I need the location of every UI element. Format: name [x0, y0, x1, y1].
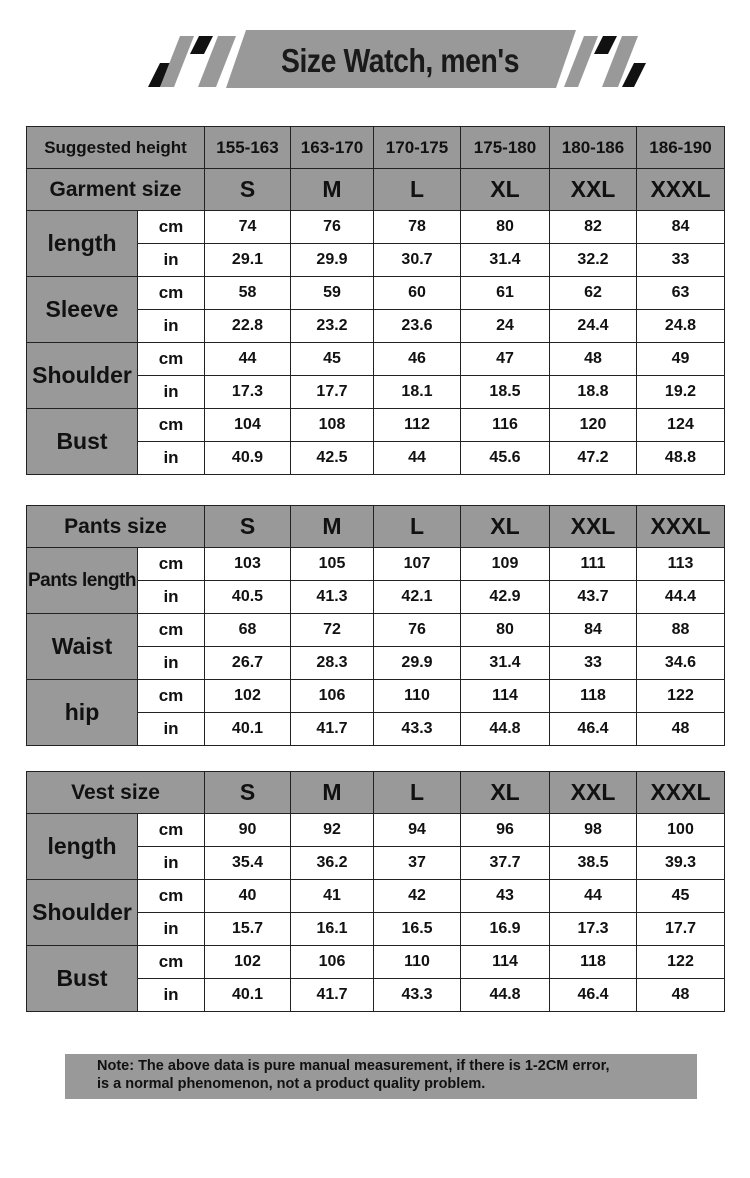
value-cell: 82	[550, 211, 637, 244]
value-cell: 23.6	[374, 310, 461, 343]
value-cell: 41.3	[291, 581, 374, 614]
value-cell: 116	[461, 409, 550, 442]
value-cell: 42	[374, 880, 461, 913]
value-cell: 40.5	[205, 581, 291, 614]
measurement-label: Sleeve	[27, 277, 138, 343]
value-cell: 49	[637, 343, 725, 376]
value-cell: 106	[291, 680, 374, 713]
size-header: XXXL	[637, 772, 725, 814]
value-cell: 47.2	[550, 442, 637, 475]
value-cell: 33	[637, 244, 725, 277]
value-cell: 16.1	[291, 913, 374, 946]
unit-cell: cm	[138, 211, 205, 244]
size-header: M	[291, 506, 374, 548]
size-header: M	[291, 169, 374, 211]
measurement-row-cm	[27, 614, 725, 647]
unit-cell: cm	[138, 814, 205, 847]
value-cell: 31.4	[461, 244, 550, 277]
value-cell: 84	[637, 211, 725, 244]
value-cell: 24.8	[637, 310, 725, 343]
height-cell: 186-190	[637, 127, 725, 169]
value-cell: 17.7	[291, 376, 374, 409]
measurement-row-cm	[27, 880, 725, 913]
value-cell: 17.7	[637, 913, 725, 946]
value-cell: 43.3	[374, 713, 461, 746]
value-cell: 88	[637, 614, 725, 647]
value-cell: 48	[550, 343, 637, 376]
value-cell: 110	[374, 680, 461, 713]
value-cell: 118	[550, 680, 637, 713]
value-cell: 48	[637, 979, 725, 1012]
value-cell: 36.2	[291, 847, 374, 880]
unit-cell: in	[138, 913, 205, 946]
unit-cell: in	[138, 847, 205, 880]
value-cell: 90	[205, 814, 291, 847]
height-cell: 175-180	[461, 127, 550, 169]
value-cell: 29.1	[205, 244, 291, 277]
measurement-row-cm	[27, 211, 725, 244]
unit-cell: in	[138, 581, 205, 614]
value-cell: 43.3	[374, 979, 461, 1012]
value-cell: 44	[205, 343, 291, 376]
value-cell: 78	[374, 211, 461, 244]
value-cell: 100	[637, 814, 725, 847]
measurement-note	[65, 1054, 697, 1099]
value-cell: 107	[374, 548, 461, 581]
size-header: M	[291, 772, 374, 814]
garment-size-table	[26, 126, 725, 475]
value-cell: 60	[374, 277, 461, 310]
value-cell: 124	[637, 409, 725, 442]
value-cell: 62	[550, 277, 637, 310]
vest-size-row	[27, 772, 725, 814]
unit-cell: cm	[138, 277, 205, 310]
value-cell: 122	[637, 680, 725, 713]
value-cell: 63	[637, 277, 725, 310]
measurement-row-cm	[27, 343, 725, 376]
height-cell: 170-175	[374, 127, 461, 169]
value-cell: 76	[291, 211, 374, 244]
value-cell: 18.1	[374, 376, 461, 409]
value-cell: 19.2	[637, 376, 725, 409]
value-cell: 40.1	[205, 979, 291, 1012]
value-cell: 16.9	[461, 913, 550, 946]
value-cell: 45	[637, 880, 725, 913]
value-cell: 30.7	[374, 244, 461, 277]
value-cell: 106	[291, 946, 374, 979]
value-cell: 96	[461, 814, 550, 847]
value-cell: 109	[461, 548, 550, 581]
unit-cell: in	[138, 647, 205, 680]
suggested-height-label: Suggested height	[27, 127, 205, 169]
size-header: XXL	[550, 506, 637, 548]
value-cell: 24	[461, 310, 550, 343]
value-cell: 17.3	[205, 376, 291, 409]
value-cell: 84	[550, 614, 637, 647]
value-cell: 59	[291, 277, 374, 310]
value-cell: 18.5	[461, 376, 550, 409]
vest-size-label: Vest size	[27, 772, 205, 814]
value-cell: 38.5	[550, 847, 637, 880]
measurement-row-cm	[27, 409, 725, 442]
measurement-row-cm	[27, 277, 725, 310]
measurement-label: Waist	[27, 614, 138, 680]
value-cell: 28.3	[291, 647, 374, 680]
value-cell: 44.8	[461, 713, 550, 746]
height-cell: 180-186	[550, 127, 637, 169]
value-cell: 92	[291, 814, 374, 847]
value-cell: 105	[291, 548, 374, 581]
value-cell: 18.8	[550, 376, 637, 409]
value-cell: 31.4	[461, 647, 550, 680]
size-header: S	[205, 169, 291, 211]
value-cell: 42.1	[374, 581, 461, 614]
value-cell: 74	[205, 211, 291, 244]
value-cell: 112	[374, 409, 461, 442]
size-header: XL	[461, 169, 550, 211]
value-cell: 111	[550, 548, 637, 581]
value-cell: 41.7	[291, 979, 374, 1012]
unit-cell: cm	[138, 409, 205, 442]
unit-cell: in	[138, 244, 205, 277]
value-cell: 114	[461, 946, 550, 979]
unit-cell: in	[138, 713, 205, 746]
garment-size-label: Garment size	[27, 169, 205, 211]
value-cell: 48.8	[637, 442, 725, 475]
value-cell: 17.3	[550, 913, 637, 946]
size-header: XXL	[550, 772, 637, 814]
value-cell: 37	[374, 847, 461, 880]
pants-size-row	[27, 506, 725, 548]
value-cell: 94	[374, 814, 461, 847]
unit-cell: in	[138, 376, 205, 409]
measurement-label: length	[27, 814, 138, 880]
height-cell: 163-170	[291, 127, 374, 169]
garment-size-row	[27, 169, 725, 211]
value-cell: 46.4	[550, 713, 637, 746]
value-cell: 72	[291, 614, 374, 647]
unit-cell: in	[138, 310, 205, 343]
size-header: L	[374, 506, 461, 548]
unit-cell: in	[138, 442, 205, 475]
size-header: XL	[461, 772, 550, 814]
value-cell: 68	[205, 614, 291, 647]
value-cell: 39.3	[637, 847, 725, 880]
value-cell: 47	[461, 343, 550, 376]
value-cell: 118	[550, 946, 637, 979]
value-cell: 33	[550, 647, 637, 680]
value-cell: 45	[291, 343, 374, 376]
value-cell: 16.5	[374, 913, 461, 946]
value-cell: 120	[550, 409, 637, 442]
value-cell: 32.2	[550, 244, 637, 277]
value-cell: 15.7	[205, 913, 291, 946]
size-header: L	[374, 169, 461, 211]
measurement-row-cm	[27, 946, 725, 979]
value-cell: 41	[291, 880, 374, 913]
size-header: XXXL	[637, 169, 725, 211]
measurement-row-cm	[27, 548, 725, 581]
value-cell: 98	[550, 814, 637, 847]
size-header: L	[374, 772, 461, 814]
value-cell: 48	[637, 713, 725, 746]
value-cell: 24.4	[550, 310, 637, 343]
value-cell: 42.9	[461, 581, 550, 614]
value-cell: 45.6	[461, 442, 550, 475]
vest-size-table	[26, 771, 725, 1012]
note-line-2: is a normal phenomenon, not a product quality problem.	[97, 1076, 486, 1092]
value-cell: 34.6	[637, 647, 725, 680]
unit-cell: in	[138, 979, 205, 1012]
measurement-label: hip	[27, 680, 138, 746]
page-title: Size Watch, men's	[280, 42, 520, 79]
value-cell: 46.4	[550, 979, 637, 1012]
value-cell: 35.4	[205, 847, 291, 880]
value-cell: 114	[461, 680, 550, 713]
size-header: S	[205, 772, 291, 814]
value-cell: 102	[205, 946, 291, 979]
value-cell: 37.7	[461, 847, 550, 880]
value-cell: 122	[637, 946, 725, 979]
pants-size-label: Pants size	[27, 506, 205, 548]
size-header: XXL	[550, 169, 637, 211]
suggested-height-row	[27, 127, 725, 169]
measurement-label: Shoulder	[27, 343, 138, 409]
value-cell: 80	[461, 211, 550, 244]
measurement-row-cm	[27, 814, 725, 847]
measurement-label: Bust	[27, 409, 138, 475]
measurement-row-cm	[27, 680, 725, 713]
unit-cell: cm	[138, 343, 205, 376]
value-cell: 44.4	[637, 581, 725, 614]
value-cell: 40.1	[205, 713, 291, 746]
value-cell: 44.8	[461, 979, 550, 1012]
value-cell: 102	[205, 680, 291, 713]
unit-cell: cm	[138, 614, 205, 647]
value-cell: 41.7	[291, 713, 374, 746]
value-cell: 103	[205, 548, 291, 581]
value-cell: 43	[461, 880, 550, 913]
value-cell: 40.9	[205, 442, 291, 475]
unit-cell: cm	[138, 680, 205, 713]
value-cell: 61	[461, 277, 550, 310]
size-header: XXXL	[637, 506, 725, 548]
measurement-label: Bust	[27, 946, 138, 1012]
value-cell: 29.9	[291, 244, 374, 277]
value-cell: 42.5	[291, 442, 374, 475]
measurement-label: length	[27, 211, 138, 277]
unit-cell: cm	[138, 946, 205, 979]
value-cell: 110	[374, 946, 461, 979]
value-cell: 58	[205, 277, 291, 310]
value-cell: 113	[637, 548, 725, 581]
measurement-label: Pants length	[27, 548, 138, 614]
unit-cell: cm	[138, 880, 205, 913]
value-cell: 43.7	[550, 581, 637, 614]
value-cell: 44	[374, 442, 461, 475]
height-cell: 155-163	[205, 127, 291, 169]
size-header: XL	[461, 506, 550, 548]
unit-cell: cm	[138, 548, 205, 581]
value-cell: 76	[374, 614, 461, 647]
value-cell: 104	[205, 409, 291, 442]
value-cell: 80	[461, 614, 550, 647]
value-cell: 23.2	[291, 310, 374, 343]
value-cell: 26.7	[205, 647, 291, 680]
value-cell: 44	[550, 880, 637, 913]
title-banner	[0, 0, 750, 110]
value-cell: 46	[374, 343, 461, 376]
pants-size-table	[26, 505, 725, 746]
size-header: S	[205, 506, 291, 548]
value-cell: 108	[291, 409, 374, 442]
value-cell: 40	[205, 880, 291, 913]
value-cell: 29.9	[374, 647, 461, 680]
measurement-label: Shoulder	[27, 880, 138, 946]
value-cell: 22.8	[205, 310, 291, 343]
note-line-1: Note: The above data is pure manual measurement, if there is 1-2CM error,	[97, 1058, 610, 1074]
